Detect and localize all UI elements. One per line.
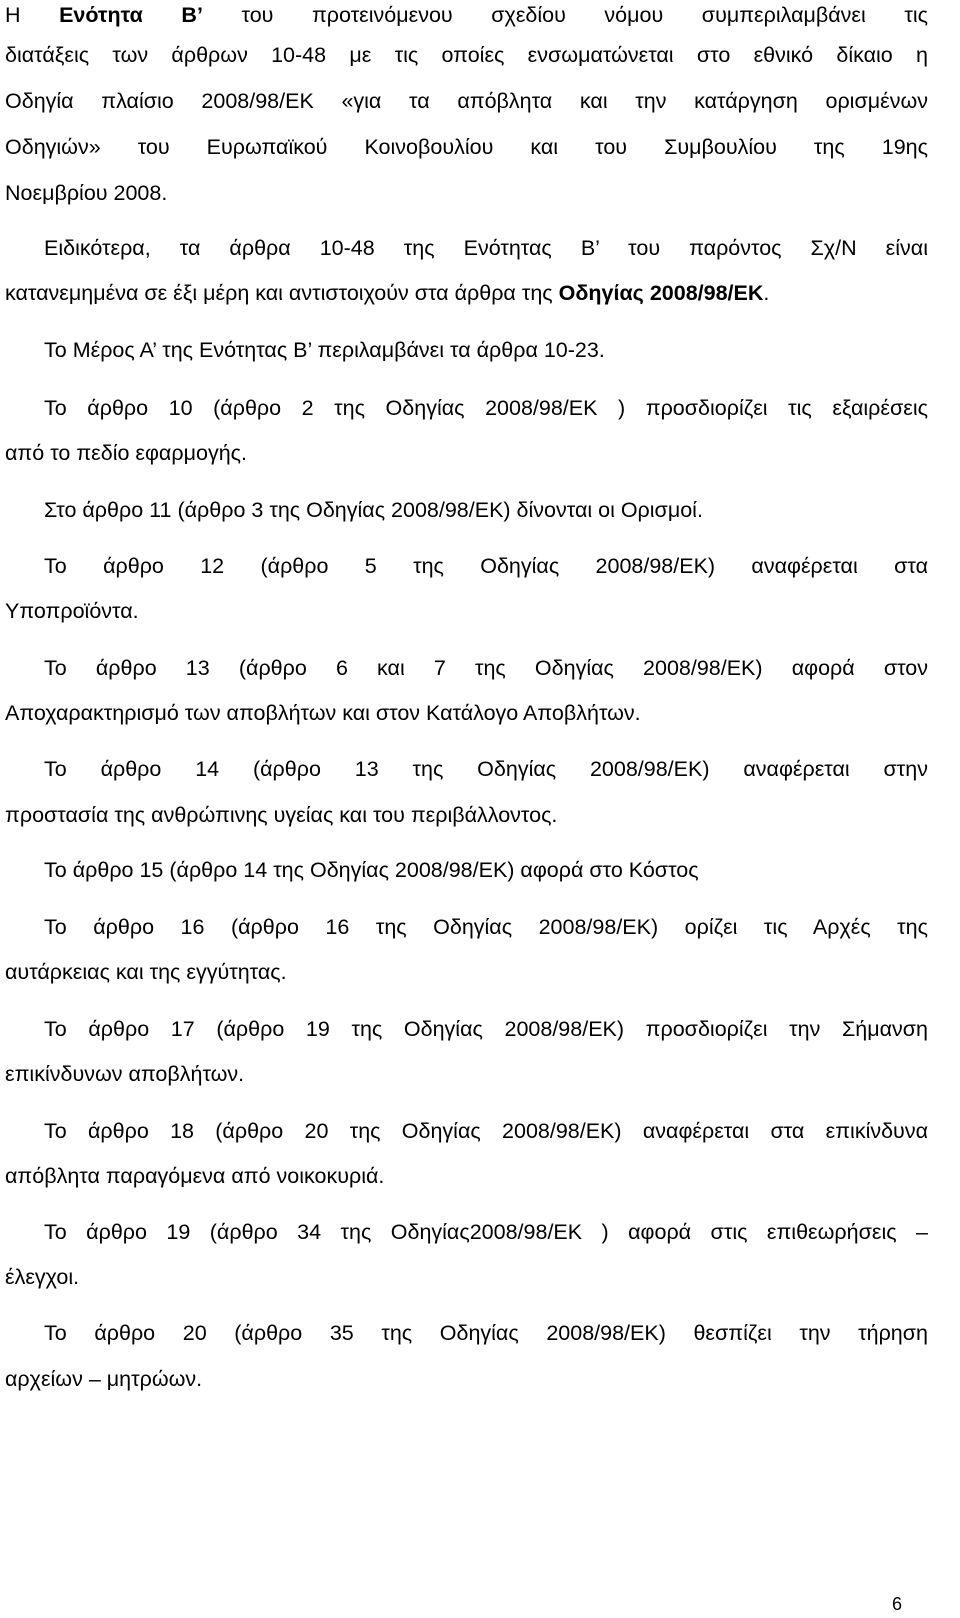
paragraph-11-line-1: Το άρθρο 17 (άρθρο 19 της Οδηγίας 2008/98/ΕΚ) προσδιορίζει την Σήμανση bbox=[44, 1017, 928, 1041]
paragraph-14-line-1: Το άρθρο 20 (άρθρο 35 της Οδηγίας 2008/98/ΕΚ) θεσπίζει την τήρηση bbox=[44, 1321, 928, 1345]
paragraph-1-line-2: διατάξεις των άρθρων 10-48 με τις οποίες ενσωματώνεται στο εθνικό δίκαιο η bbox=[5, 43, 928, 67]
paragraph-13-line-1: Το άρθρο 19 (άρθρο 34 της Οδηγίας2008/98/ΕΚ ) αφορά στις επιθεωρήσεις – bbox=[44, 1220, 928, 1244]
paragraph-7-line-2: Αποχαρακτηρισμό των αποβλήτων και στον Κατάλογο Αποβλήτων. bbox=[5, 701, 641, 725]
paragraph-13-line-2: έλεγχοι. bbox=[5, 1265, 80, 1289]
paragraph-6-line-1: Το άρθρο 12 (άρθρο 5 της Οδηγίας 2008/98/ΕΚ) αναφέρεται στα bbox=[44, 554, 928, 578]
paragraph-1-line-5: Νοεμβρίου 2008. bbox=[5, 181, 168, 205]
paragraph-10-line-1: Το άρθρο 16 (άρθρο 16 της Οδηγίας 2008/98/ΕΚ) ορίζει τις Αρχές της bbox=[44, 915, 928, 939]
paragraph-10-line-2: αυτάρκειας και της εγγύτητας. bbox=[5, 960, 287, 984]
paragraph-7-line-1: Το άρθρο 13 (άρθρο 6 και 7 της Οδηγίας 2008/98/ΕΚ) αφορά στον bbox=[44, 656, 928, 680]
paragraph-2-line-2: κατανεμημένα σε έξι μέρη και αντιστοιχούν στα άρθρα της Οδηγίας 2008/98/ΕΚ. bbox=[5, 281, 770, 305]
paragraph-4-line-1: Το άρθρο 10 (άρθρο 2 της Οδηγίας 2008/98/ΕΚ ) προσδιορίζει τις εξαιρέσεις bbox=[44, 396, 928, 420]
directive-bold: Οδηγίας 2008/98/ΕΚ bbox=[558, 281, 764, 305]
paragraph-12-line-1: Το άρθρο 18 (άρθρο 20 της Οδηγίας 2008/98/ΕΚ) αναφέρεται στα επικίνδυνα bbox=[44, 1119, 928, 1143]
paragraph-3-line-1: Το Μέρος Α’ της Ενότητας Β’ περιλαμβάνει τα άρθρα 10-23. bbox=[44, 338, 605, 362]
paragraph-6-line-2: Υποπροϊόντα. bbox=[5, 599, 139, 623]
paragraph-5-line-1: Στο άρθρο 11 (άρθρο 3 της Οδηγίας 2008/98/ΕΚ) δίνονται οι Ορισμοί. bbox=[44, 498, 703, 522]
paragraph-2-line-1: Ειδικότερα, τα άρθρα 10-48 της Ενότητας Β’ του παρόντος Σχ/Ν είναι bbox=[44, 236, 928, 260]
paragraph-4-line-2: από το πεδίο εφαρμογής. bbox=[5, 441, 247, 465]
paragraph-12-line-2: απόβλητα παραγόμενα από νοικοκυριά. bbox=[5, 1164, 385, 1188]
paragraph-8-line-1: Το άρθρο 14 (άρθρο 13 της Οδηγίας 2008/98/ΕΚ) αναφέρεται στην bbox=[44, 757, 928, 781]
paragraph-9-line-1: Το άρθρο 15 (άρθρο 14 της Οδηγίας 2008/98/ΕΚ) αφορά στο Κόστος bbox=[44, 858, 699, 882]
paragraph-8-line-2: προστασία της ανθρώπινης υγείας και του περιβάλλοντος. bbox=[5, 803, 558, 827]
paragraph-1-line-3: Οδηγία πλαίσιο 2008/98/ΕΚ «για τα απόβλητα και την κατάργηση ορισμένων bbox=[5, 89, 928, 113]
paragraph-1-line-4: Οδηγιών» του Ευρωπαϊκού Κοινοβουλίου και του Συμβουλίου της 19ης bbox=[5, 135, 928, 159]
paragraph-11-line-2: επικίνδυνων αποβλήτων. bbox=[5, 1062, 245, 1086]
section-b-bold: Ενότητα Β’ bbox=[59, 3, 203, 27]
paragraph-14-line-2: αρχείων – μητρώων. bbox=[5, 1367, 203, 1391]
paragraph-1-line-1: Η Ενότητα Β’ του προτεινόμενου σχεδίου νόμου συμπεριλαμβάνει τις bbox=[5, 3, 928, 27]
page-number: 6 bbox=[891, 1594, 902, 1614]
